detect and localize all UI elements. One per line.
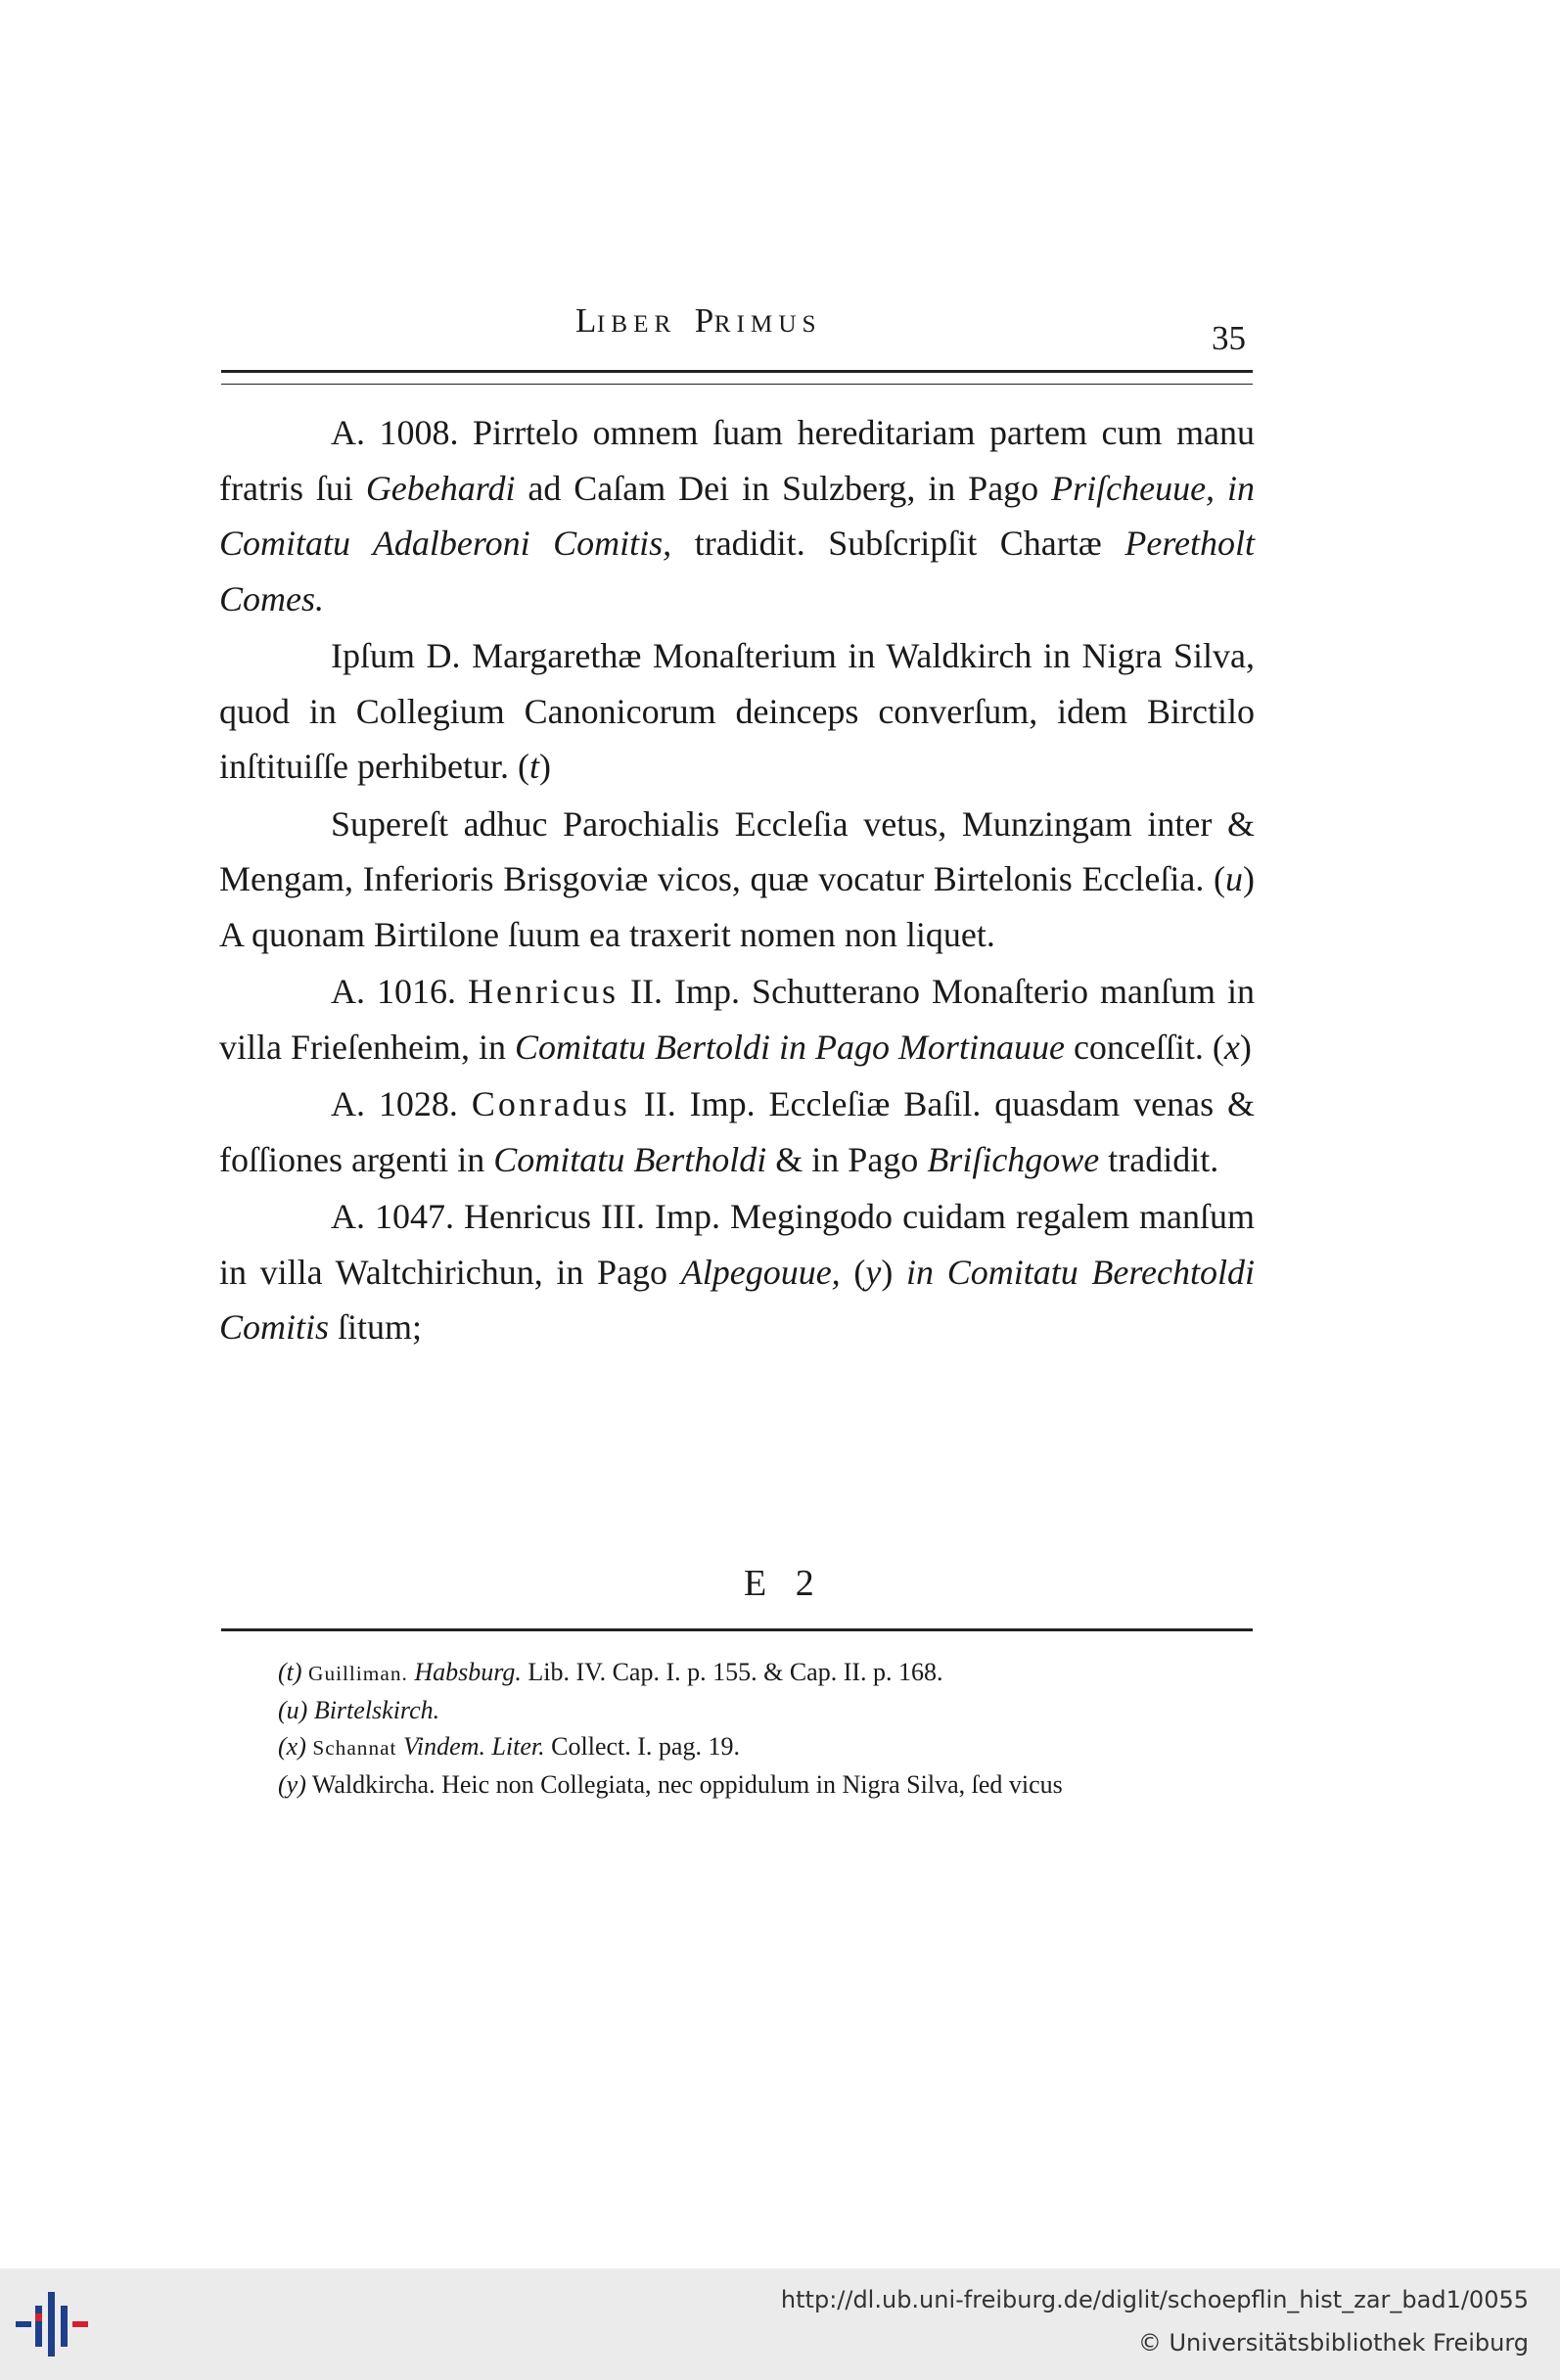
running-head-word-rimus: RIMUS <box>713 311 822 338</box>
page-number: 35 <box>1212 319 1246 357</box>
paragraph-1028 <box>219 1076 1255 1187</box>
footnote-mark: (x) <box>278 1732 306 1761</box>
italic-run: in Comitatu Berechtoldi Comitis <box>219 1252 1255 1347</box>
text-run: A. 1016. <box>331 972 469 1011</box>
main-text <box>219 405 1255 1355</box>
running-head-initial-l: L <box>575 301 597 340</box>
spaced-name: Henricus <box>468 972 619 1011</box>
running-head-word-iber: IBER <box>596 311 677 338</box>
footnote-rule <box>221 1628 1253 1631</box>
footnote-ref-u: u <box>1225 859 1243 898</box>
text-run: & in Pago <box>766 1139 928 1179</box>
ub-freiburg-logo-icon[interactable] <box>16 2292 98 2357</box>
text-run: ad Caſam Dei in Sulzberg, in Pago <box>515 468 1052 508</box>
running-head-initial-p: P <box>694 301 714 340</box>
footnote-u <box>278 1692 1253 1728</box>
copyright-notice: © Universitätsbibliothek Freiburg <box>1137 2329 1529 2357</box>
text-run: Supereſt adhuc Parochialis Eccleſia vetus, Munzingam inter & Mengam, Inferioris Brisgoviæ vicos, quæ vocatur Birtelonis Eccleſia. ( <box>219 803 1255 898</box>
text-run: A. 1047. Henricus III. Imp. Megingodo cuidam regalem manſum in villa Waltchirichun, in Pago <box>219 1197 1255 1292</box>
italic-run: Peretholt Comes. <box>219 524 1255 618</box>
text-run: ) <box>881 1252 907 1292</box>
footnote-t <box>278 1654 1253 1692</box>
viewer-footer-bar <box>0 2268 1560 2380</box>
header-rule-thick <box>221 370 1253 373</box>
text-run: ſitum; <box>329 1307 423 1347</box>
header-rule-thin <box>221 384 1253 385</box>
text-run: tradidit. <box>1099 1139 1219 1179</box>
footnote-y <box>278 1766 1253 1803</box>
footnote-author: Schannat <box>312 1736 397 1760</box>
footnote-ref-x: x <box>1223 1027 1240 1067</box>
paragraph-1008 <box>219 405 1255 626</box>
signature-mark: E 2 <box>744 1563 824 1604</box>
footnote-work: Birtelskirch. <box>313 1696 440 1724</box>
text-run: II. Imp. Eccleſiæ Baſil. quasdam venas & foſſiones argenti in <box>219 1084 1255 1179</box>
footnote-author: Guilliman. <box>308 1662 408 1685</box>
paragraph-birtelonis <box>219 797 1255 963</box>
paragraph-1047 <box>219 1189 1255 1355</box>
text-run: ( <box>840 1252 866 1292</box>
running-head <box>575 301 822 341</box>
footnote-text: Waldkircha. Heic non Collegiata, nec oppidulum in Nigra Silva, ſed vicus <box>311 1770 1063 1799</box>
text-run: ) A quonam Birtilone ſuum ea traxerit nomen non liquet. <box>219 859 1255 954</box>
italic-run: Gebehardi <box>365 468 516 508</box>
permalink-url[interactable]: http://dl.ub.uni-freiburg.de/diglit/schoepflin_hist_zar_bad1/0055 <box>780 2286 1529 2313</box>
paragraph-1016 <box>219 964 1255 1075</box>
footnote-mark: (t) <box>278 1658 302 1686</box>
footnote-mark: (u) <box>278 1696 308 1724</box>
text-run: Ipſum D. Margarethæ Monaſterium in Waldkirch in Nigra Silva, quod in Collegium Canonicorum deinceps converſum, idem Birctilo inſtituiſſe perhibetur. ( <box>219 636 1255 786</box>
footnote-text: Collect. I. pag. 19. <box>551 1732 740 1761</box>
text-run: A. 1008. Pirrtelo omnem ſuam hereditariam partem cum manu fratris ſui <box>219 413 1255 508</box>
footnote-work: Vindem. Liter. <box>402 1732 545 1761</box>
text-run: II. Imp. Schutterano Monaſterio manſum in villa Frieſenheim, in <box>219 972 1255 1067</box>
italic-run: Briſichgowe <box>927 1139 1100 1179</box>
footnotes <box>278 1654 1253 1803</box>
text-run: A. 1028. <box>331 1084 472 1123</box>
text-run: tradidit. Subſcripſit Chartæ <box>671 524 1125 563</box>
footnote-text: Lib. IV. Cap. I. p. 155. & Cap. II. p. 168. <box>528 1658 943 1686</box>
italic-run: Comitatu Bertoldi in Pago Mortinauue <box>514 1027 1065 1067</box>
paragraph-waldkirch <box>219 628 1255 795</box>
text-run: conceſſit. ( <box>1064 1027 1224 1067</box>
text-run: ) <box>538 747 551 786</box>
footnote-ref-t: t <box>528 747 539 786</box>
footnote-mark: (y) <box>278 1770 306 1799</box>
footnote-x <box>278 1728 1253 1766</box>
text-run: ) <box>1239 1027 1252 1067</box>
italic-run: Priſcheuue, in Comitatu Adalberoni Comitis, <box>219 468 1255 563</box>
spaced-name: Conradus <box>471 1084 630 1123</box>
footnote-work: Habsburg. <box>414 1658 522 1686</box>
italic-run: Alpegouue, <box>680 1252 841 1292</box>
footnote-ref-y: y <box>865 1252 882 1292</box>
italic-run: Comitatu Bertholdi <box>493 1139 767 1179</box>
